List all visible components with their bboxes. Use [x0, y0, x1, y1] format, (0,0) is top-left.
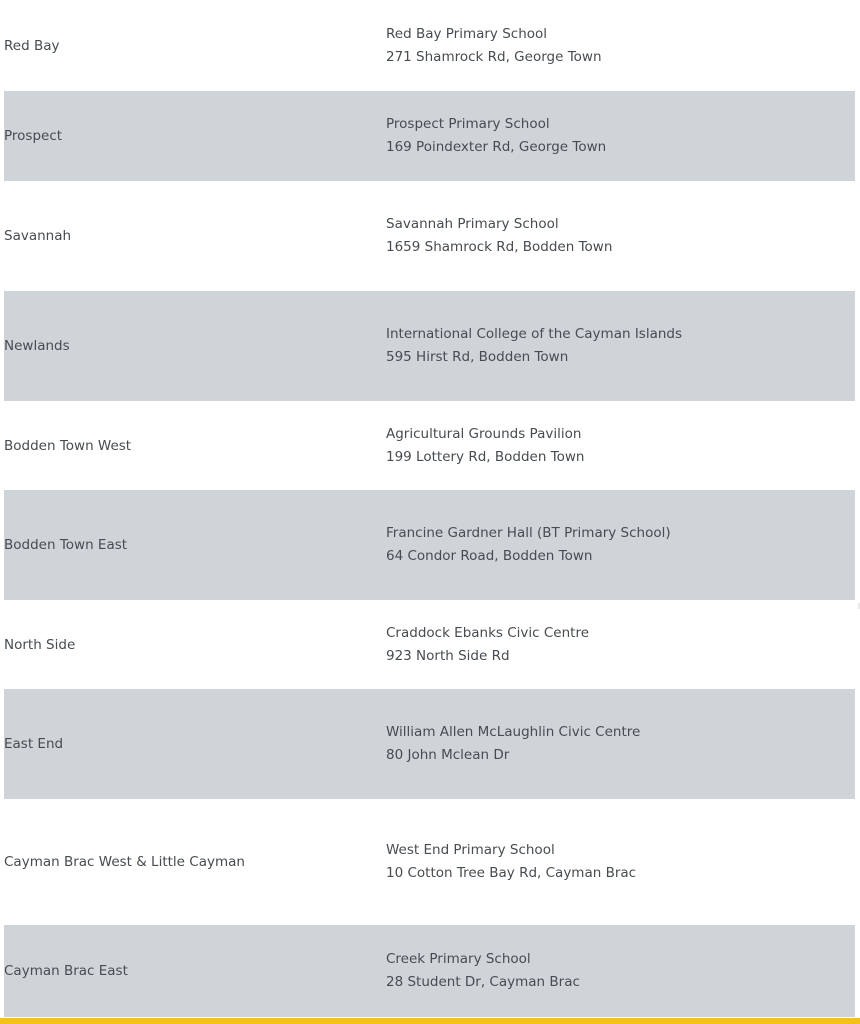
location-address: 80 John Mclean Dr — [386, 747, 510, 763]
district-name: Bodden Town West — [4, 437, 132, 454]
location-address: 595 Hirst Rd, Bodden Town — [386, 349, 569, 365]
polling-location — [386, 291, 682, 401]
polling-location — [386, 91, 606, 181]
polling-location — [386, 799, 636, 925]
location-name: Prospect Primary School — [386, 116, 550, 132]
polling-stations-table — [4, 0, 855, 1017]
district-name: Savannah — [4, 228, 72, 244]
polling-location — [386, 181, 612, 291]
location-name: Francine Gardner Hall (BT Primary School) — [386, 525, 671, 541]
table-row — [4, 689, 855, 799]
location-name: West End Primary School — [386, 842, 555, 858]
district-name: Newlands — [4, 338, 70, 354]
district-name: North Side — [4, 636, 76, 653]
table-row — [4, 600, 855, 689]
district-name: Bodden Town East — [4, 537, 128, 553]
district-name: Red Bay — [4, 37, 60, 54]
table-row — [4, 181, 855, 291]
polling-location — [386, 0, 602, 91]
table-row — [4, 925, 855, 1017]
location-address: 923 North Side Rd — [386, 647, 510, 664]
location-name: Agricultural Grounds Pavilion — [386, 425, 582, 442]
location-address: 169 Poindexter Rd, George Town — [386, 139, 607, 155]
location-name: International College of the Cayman Islands — [386, 326, 683, 342]
district-name: Prospect — [4, 128, 63, 144]
table-row — [4, 291, 855, 401]
district-name: Cayman Brac East — [4, 963, 128, 979]
footer-accent-bar — [0, 1018, 860, 1024]
location-address: 64 Condor Road, Bodden Town — [386, 548, 593, 564]
location-address: 10 Cotton Tree Bay Rd, Cayman Brac — [386, 865, 637, 881]
location-name: Creek Primary School — [386, 951, 531, 967]
table-row — [4, 490, 855, 600]
table-row — [4, 91, 855, 181]
location-address: 271 Shamrock Rd, George Town — [386, 48, 602, 65]
polling-location — [386, 401, 584, 490]
location-name: William Allen McLaughlin Civic Centre — [386, 724, 641, 740]
location-name: Savannah Primary School — [386, 216, 559, 232]
district-name: East End — [4, 736, 64, 752]
table-row — [4, 799, 855, 925]
location-address: 28 Student Dr, Cayman Brac — [386, 974, 580, 990]
polling-location — [386, 490, 671, 600]
location-address: 1659 Shamrock Rd, Bodden Town — [386, 239, 613, 255]
polling-location — [386, 925, 580, 1017]
table-row — [4, 401, 855, 490]
location-address: 199 Lottery Rd, Bodden Town — [386, 448, 585, 465]
polling-location — [386, 689, 640, 799]
district-name: Cayman Brac West & Little Cayman — [4, 854, 245, 870]
table-row — [4, 0, 855, 91]
location-name: Craddock Ebanks Civic Centre — [386, 624, 590, 641]
location-name: Red Bay Primary School — [386, 25, 548, 42]
polling-location — [386, 600, 589, 689]
